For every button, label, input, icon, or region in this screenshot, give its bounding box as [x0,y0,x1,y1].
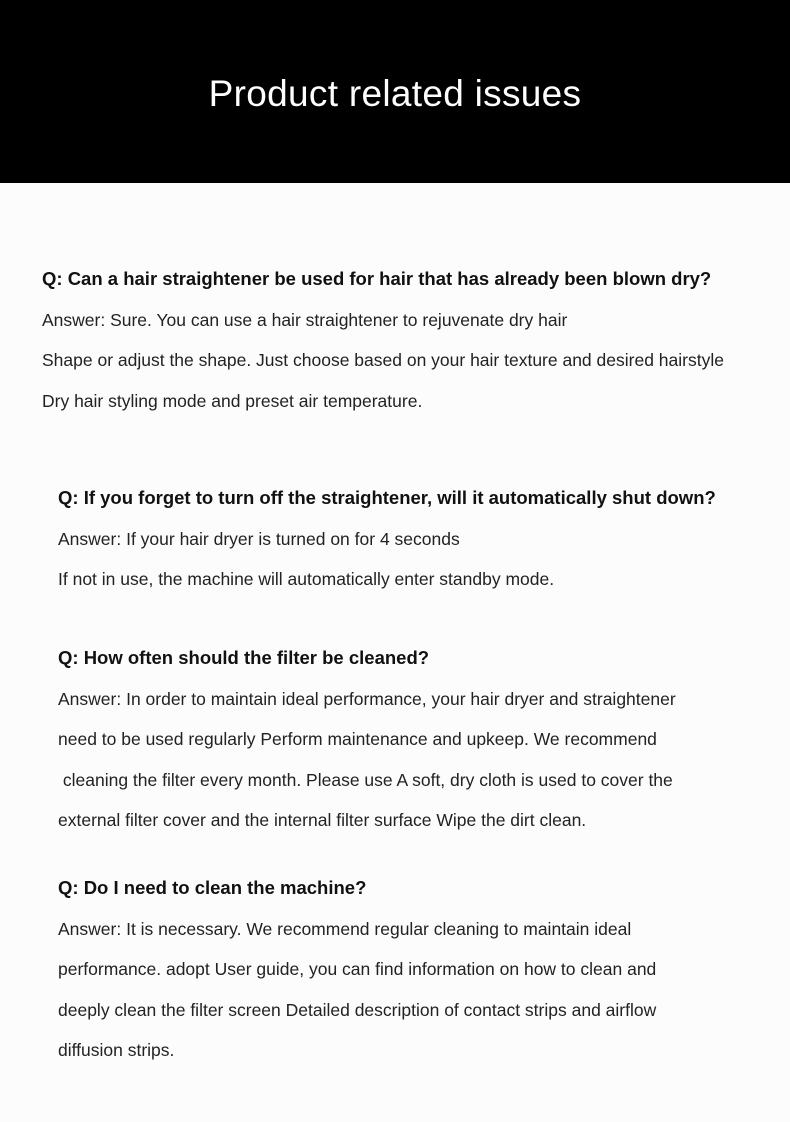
faq-answer-line: deeply clean the filter screen Detailed description of contact strips and airflow [58,999,657,1020]
faq-answer-line: Shape or adjust the shape. Just choose based on your hair texture and desired hairstyle [42,350,724,370]
faq-answer-line: Answer: In order to maintain ideal performance, your hair dryer and straightener [58,688,676,709]
faq-question: Q: How often should the filter be cleaned? [58,647,430,668]
faq-answer-line: need to be used regularly Perform maintenance and upkeep. We recommend [58,729,657,749]
faq-answer-line: Answer: Sure. You can use a hair straightener to rejuvenate dry hair [42,309,568,330]
faq-question: Q: Can a hair straightener be used for hair that has already been blown dry? [42,268,712,289]
faq-answer-line: external filter cover and the internal filter surface Wipe the dirt clean. [58,810,587,830]
faq-answer-line: Answer: If your hair dryer is turned on for 4 seconds [58,528,460,549]
header-banner [0,0,790,183]
faq-answer-line: performance. adopt User guide, you can find information on how to clean and [58,959,657,979]
faq-answer-line: diffusion strips. [58,1040,175,1060]
faq-question: Q: If you forget to turn off the straightener, will it automatically shut down? [58,487,716,508]
faq-answer-line: cleaning the filter every month. Please use A soft, dry cloth is used to cover the [58,769,673,790]
faq-item-1 [42,259,724,421]
faq-item-3 [58,638,676,841]
faq-item-4 [58,868,656,1071]
faq-answer-line: Answer: It is necessary. We recommend regular cleaning to maintain ideal [58,918,632,939]
faq-answer-line: Dry hair styling mode and preset air temperature. [42,390,423,411]
page-title: Product related issues [208,73,582,114]
faq-answer-line: If not in use, the machine will automatically enter standby mode. [58,569,555,589]
faq-item-2 [58,478,716,600]
faq-question: Q: Do I need to clean the machine? [58,877,367,898]
